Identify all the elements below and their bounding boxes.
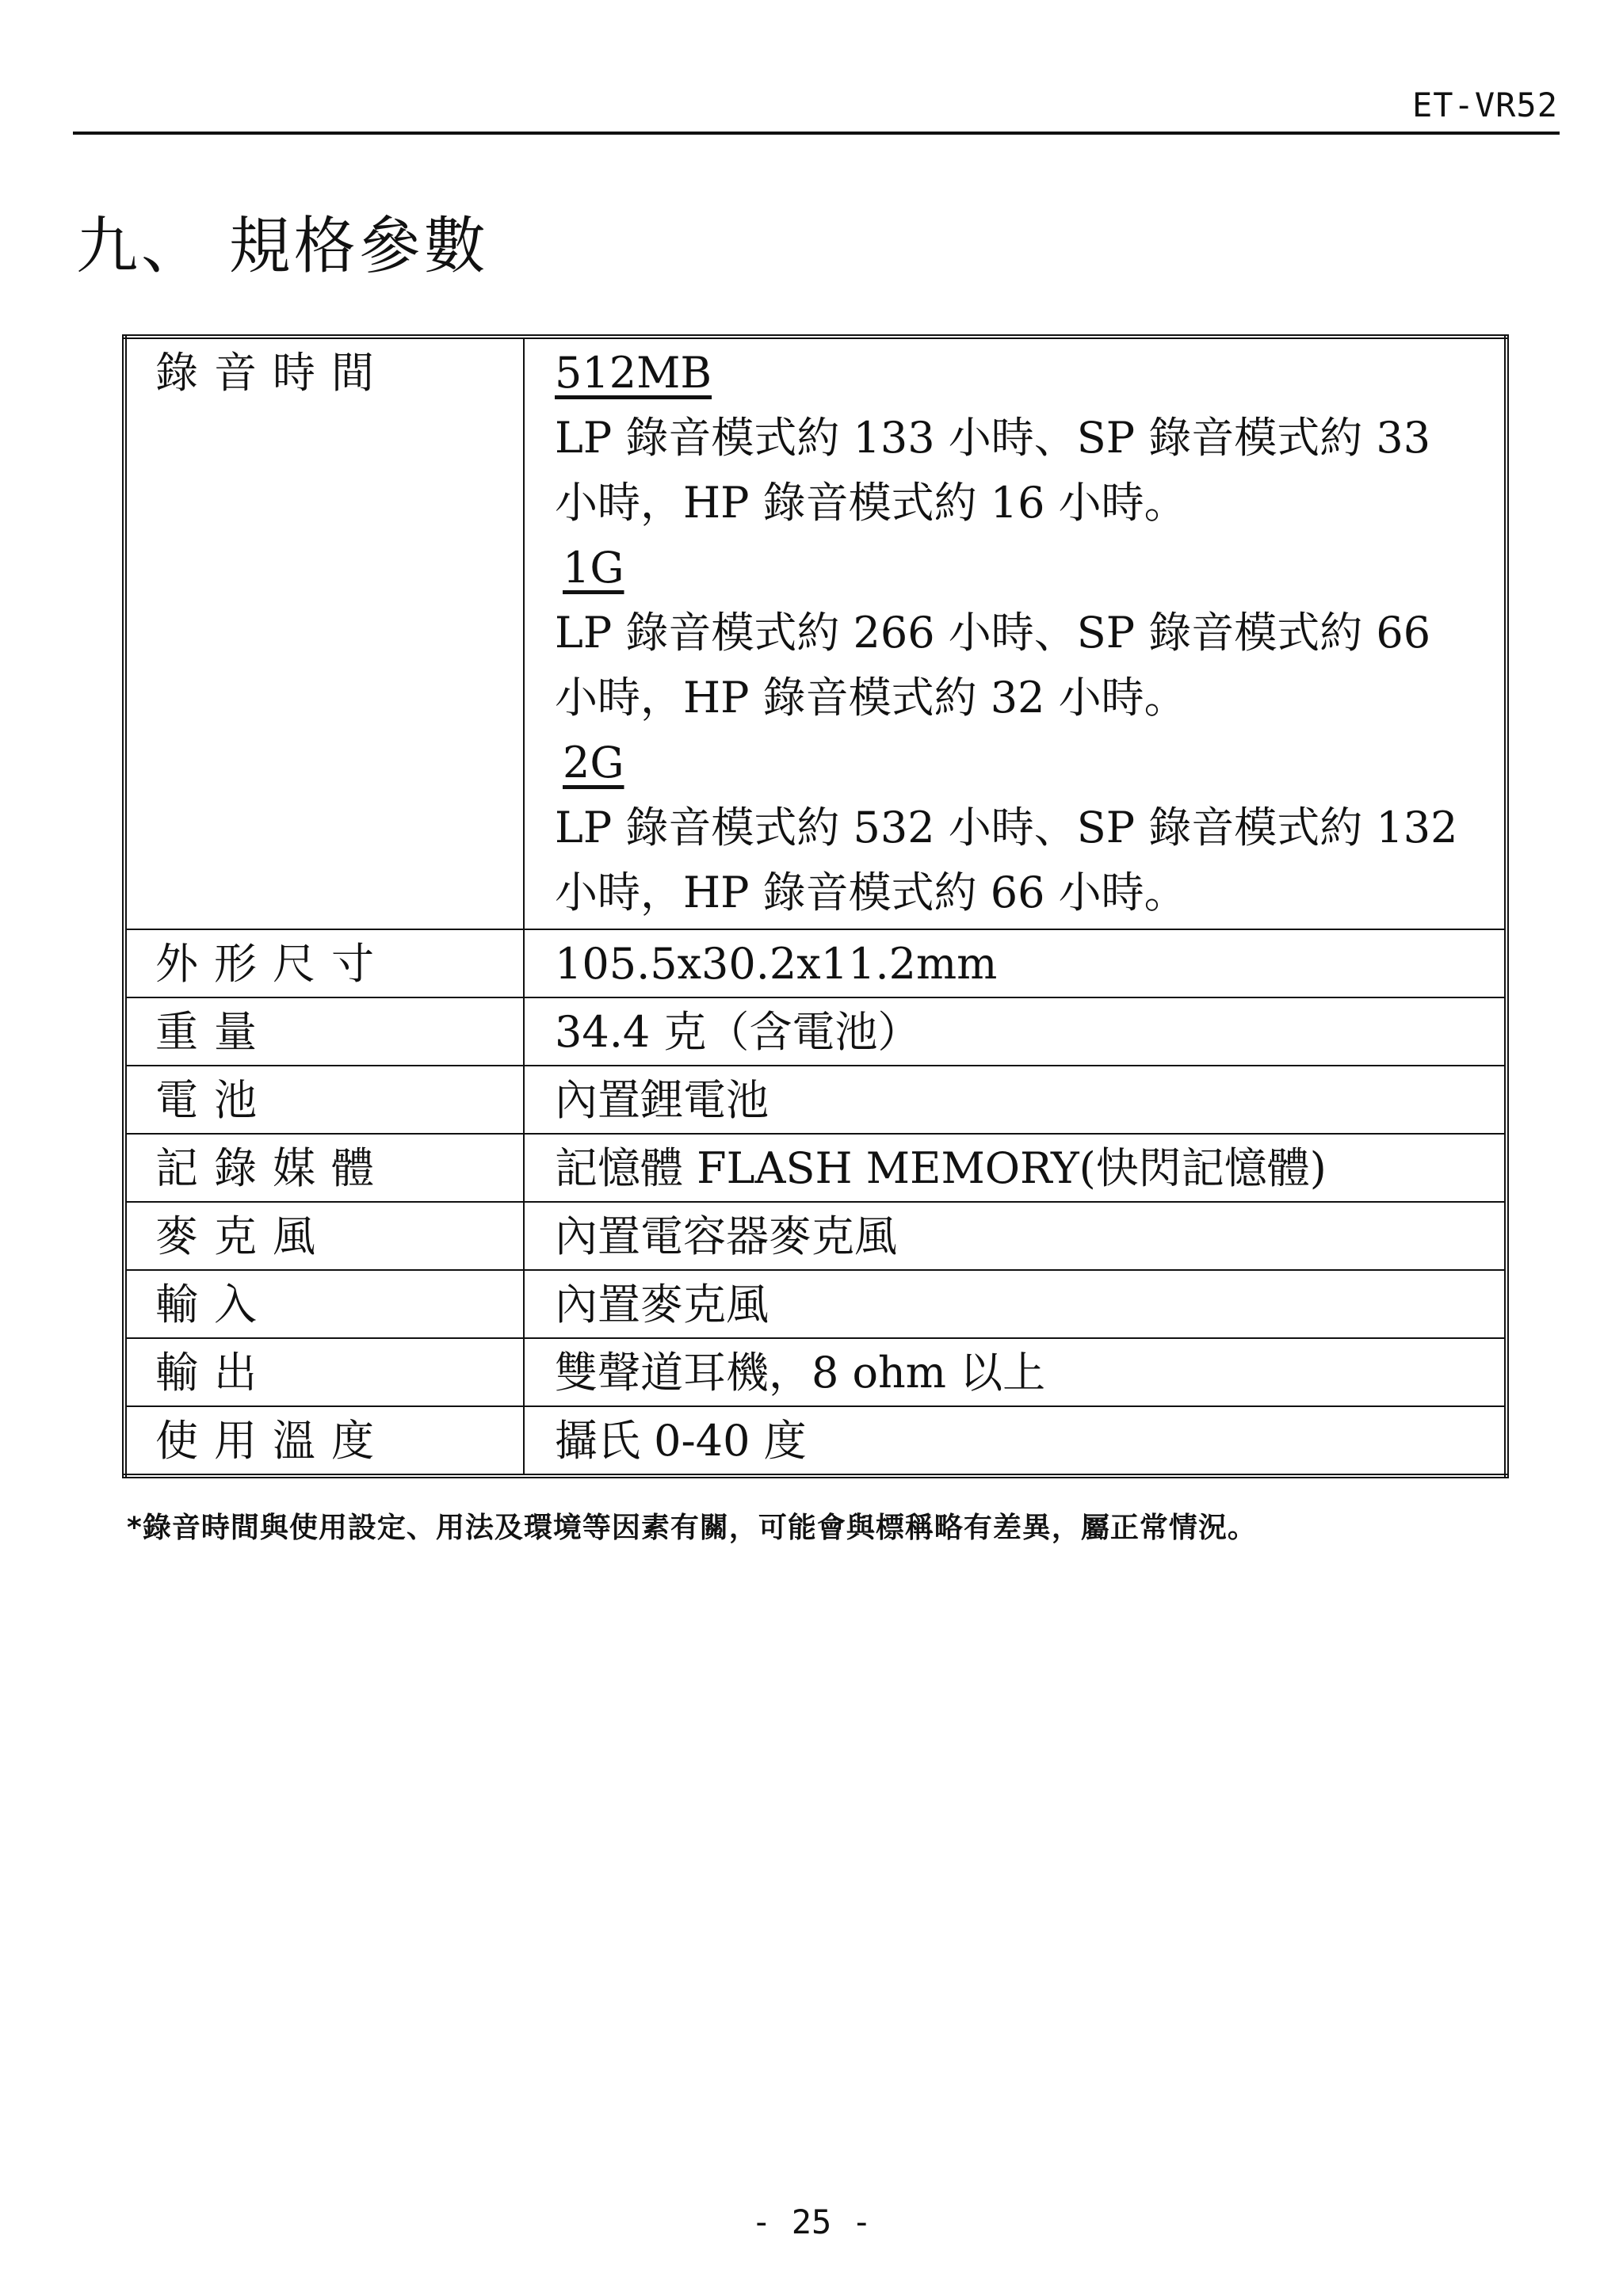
spec-label: 麥克風 bbox=[124, 1202, 524, 1270]
tier-capacity: 1G bbox=[563, 543, 624, 593]
spec-label: 外形尺寸 bbox=[124, 929, 524, 997]
table-row bbox=[124, 1134, 1507, 1202]
tier-line: 小時，HP 錄音模式約 66 小時。 bbox=[555, 868, 1187, 917]
table-row bbox=[124, 1338, 1507, 1406]
tier-capacity: 2G bbox=[563, 738, 624, 788]
section-title: 九、 規格參數 bbox=[76, 211, 489, 283]
table-row bbox=[124, 1406, 1507, 1476]
spec-label: 記錄媒體 bbox=[124, 1134, 524, 1202]
table-row bbox=[124, 1202, 1507, 1270]
table-row bbox=[124, 1270, 1507, 1338]
spec-value: 記憶體 FLASH MEMORY(快閃記憶體) bbox=[524, 1134, 1507, 1202]
spec-value: 內置電容器麥克風 bbox=[524, 1202, 1507, 1270]
spec-table bbox=[122, 334, 1509, 1478]
table-row bbox=[124, 929, 1507, 997]
spec-label: 重量 bbox=[124, 997, 524, 1066]
tier-line: 小時，HP 錄音模式約 32 小時。 bbox=[555, 673, 1187, 723]
spec-label: 輸出 bbox=[124, 1338, 524, 1406]
spec-label: 錄音時間 bbox=[124, 337, 524, 929]
table-row bbox=[124, 997, 1507, 1066]
spec-value: 34.4 克（含電池） bbox=[524, 997, 1507, 1066]
spec-value: 雙聲道耳機，8 ohm 以上 bbox=[524, 1338, 1507, 1406]
tier-line: LP 錄音模式約 532 小時、SP 錄音模式約 132 bbox=[555, 803, 1458, 852]
page-number: - 25 - bbox=[751, 2203, 872, 2241]
tier-line: LP 錄音模式約 266 小時、SP 錄音模式約 66 bbox=[555, 608, 1431, 658]
table-row bbox=[124, 1066, 1507, 1134]
tier-line: LP 錄音模式約 133 小時、SP 錄音模式約 33 bbox=[555, 413, 1431, 463]
table-row bbox=[124, 337, 1507, 929]
tier-line: 小時，HP 錄音模式約 16 小時。 bbox=[555, 478, 1187, 528]
spec-label: 使用溫度 bbox=[124, 1406, 524, 1476]
spec-value: 105.5x30.2x11.2mm bbox=[524, 929, 1507, 997]
footnote: *錄音時間與使用設定、用法及環境等因素有關，可能會與標稱略有差異，屬正常情況。 bbox=[127, 1512, 1257, 1544]
header-rule bbox=[73, 132, 1560, 135]
spec-value-recording-time bbox=[524, 337, 1507, 929]
spec-label: 電池 bbox=[124, 1066, 524, 1134]
tier-capacity: 512MB bbox=[555, 348, 712, 398]
model-number: ET-VR52 bbox=[1411, 86, 1558, 124]
spec-value: 內置麥克風 bbox=[524, 1270, 1507, 1338]
spec-value: 內置鋰電池 bbox=[524, 1066, 1507, 1134]
spec-label: 輸入 bbox=[124, 1270, 524, 1338]
spec-value: 攝氏 0-40 度 bbox=[524, 1406, 1507, 1476]
